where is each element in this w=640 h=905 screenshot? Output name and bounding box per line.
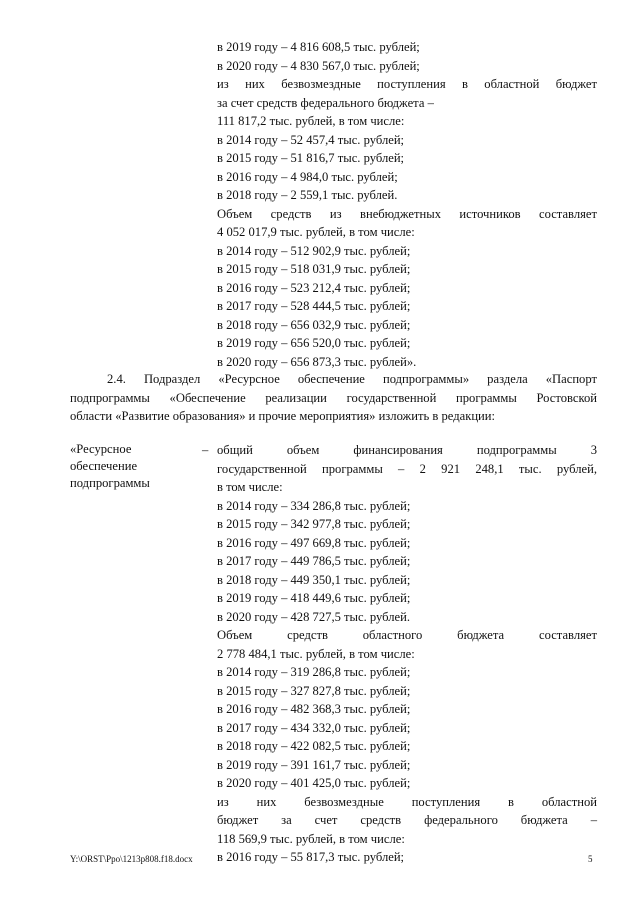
text-line: в 2018 году – 422 082,5 тыс. рублей; [217, 739, 411, 753]
resource-label [70, 441, 220, 492]
text-line: в 2016 году – 4 984,0 тыс. рублей; [217, 169, 398, 184]
text-line: в 2014 году – 334 286,8 тыс. рублей; [217, 498, 411, 513]
text-line: из них безвозмездные поступления в областной бюджет [217, 77, 597, 91]
label-line: подпрограммы [70, 476, 150, 490]
text-line: в 2016 году – 55 817,3 тыс. рублей; [217, 850, 405, 864]
paragraph-line: 2.4. Подраздел «Ресурсное обеспечение подпрограммы» раздела «Паспорт [107, 372, 597, 386]
section-paragraph [70, 370, 597, 426]
text-line: в 2015 году – 51 816,7 тыс. рублей; [217, 151, 405, 165]
text-line: в 2017 году – 528 444,5 тыс. рублей; [217, 299, 411, 313]
funding-block-1 [217, 38, 597, 371]
text-line: государственной программы – 2 921 248,1 тыс. рублей, [217, 461, 597, 476]
text-line: 118 569,9 тыс. рублей, в том числе: [217, 831, 405, 846]
paragraph-line: области «Развитие образования» и прочие мероприятия» изложить в редакции: [70, 409, 496, 423]
text-line: в 2019 году – 418 449,6 тыс. рублей; [217, 591, 411, 605]
text-line: в том числе: [217, 480, 283, 494]
text-line: в 2017 году – 434 332,0 тыс. рублей; [217, 720, 411, 735]
text-line: бюджет за счет средств федерального бюджета – [217, 813, 597, 827]
funding-block-2 [217, 441, 597, 867]
text-line: в 2019 году – 656 520,0 тыс. рублей; [217, 336, 411, 350]
text-line: 111 817,2 тыс. рублей, в том числе: [217, 114, 405, 128]
label-line: «Ресурсное [70, 442, 132, 456]
text-line: из них безвозмездные поступления в областной [217, 794, 597, 809]
text-line: в 2014 году – 512 902,9 тыс. рублей; [217, 243, 411, 258]
text-line: в 2018 году – 449 350,1 тыс. рублей; [217, 572, 411, 587]
text-line: общий объем финансирования подпрограммы 3 [217, 443, 597, 457]
text-line: в 2016 году – 482 368,3 тыс. рублей; [217, 702, 411, 716]
text-line: в 2020 году – 656 873,3 тыс. рублей». [217, 354, 417, 369]
text-line: 2 778 484,1 тыс. рублей, в том числе: [217, 646, 415, 661]
text-line: в 2019 году – 4 816 608,5 тыс. рублей; [217, 40, 420, 54]
text-line: в 2015 году – 327 827,8 тыс. рублей; [217, 683, 411, 698]
label-dash: – [202, 443, 209, 457]
text-line: в 2017 году – 449 786,5 тыс. рублей; [217, 554, 411, 568]
text-line: в 2019 году – 391 161,7 тыс. рублей; [217, 757, 411, 772]
text-line: в 2020 году – 4 830 567,0 тыс. рублей; [217, 58, 420, 73]
text-line: в 2014 году – 52 457,4 тыс. рублей; [217, 132, 405, 147]
text-line: Объем средств из внебюджетных источников составляет [217, 206, 597, 221]
text-line: в 2018 году – 656 032,9 тыс. рублей; [217, 317, 411, 332]
text-line: в 2020 году – 428 727,5 тыс. рублей. [217, 609, 411, 624]
text-line: Объем средств областного бюджета составляет [217, 628, 597, 642]
text-line: в 2015 году – 518 031,9 тыс. рублей; [217, 262, 411, 276]
text-line: 4 052 017,9 тыс. рублей, в том числе: [217, 225, 415, 239]
text-line: в 2014 году – 319 286,8 тыс. рублей; [217, 665, 411, 679]
text-line: в 2020 году – 401 425,0 тыс. рублей; [217, 776, 411, 790]
page-number: 5 [588, 854, 593, 864]
text-line: в 2018 году – 2 559,1 тыс. рублей. [217, 188, 398, 202]
text-line: в 2015 году – 342 977,8 тыс. рублей; [217, 517, 411, 531]
label-line: обеспечение [70, 459, 138, 473]
text-line: за счет средств федерального бюджета – [217, 95, 434, 110]
footer-file-path: Y:\ORST\Ppo\1213p808.f18.docx [70, 854, 193, 864]
text-line: в 2016 году – 523 212,4 тыс. рублей; [217, 280, 411, 295]
text-line: в 2016 году – 497 669,8 тыс. рублей; [217, 535, 411, 550]
paragraph-line: подпрограммы «Обеспечение реализации государственной программы Ростовской [70, 390, 597, 405]
